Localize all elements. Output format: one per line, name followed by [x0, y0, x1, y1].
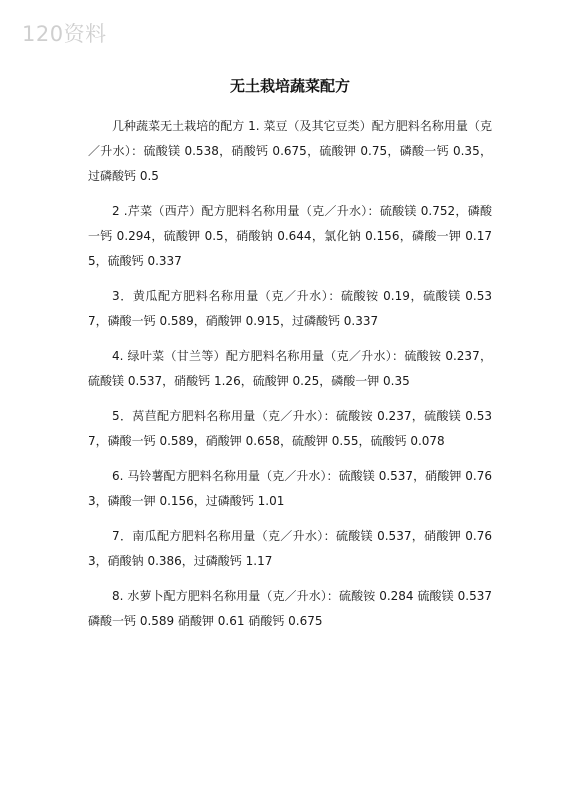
paragraph-leafy-greens: 4. 绿叶菜（甘兰等）配方肥料名称用量（克／升水）：硫酸铵 0.237，硫酸镁 0.537，硝酸钙 1.26，硫酸钾 0.25，磷酸一钾 0.35 [88, 349, 492, 388]
document-body [88, 76, 492, 644]
paragraph-pumpkin: 7．南瓜配方肥料名称用量（克／升水）：硫酸镁 0.537，硝酸钾 0.763，硝酸钠 0.386，过磷酸钙 1.17 [88, 529, 492, 568]
paragraph-intro-bean: 几种蔬菜无土栽培的配方 1. 菜豆（及其它豆类）配方肥料名称用量（克／升水）：硫酸镁 0.538，硝酸钙 0.675，硫酸钾 0.75，磷酸一钙 0.35，过磷酸钙 0.5 [88, 119, 492, 183]
paragraph-lettuce: 5．莴苣配方肥料名称用量（克／升水）：硫酸铵 0.237，硫酸镁 0.537，磷酸一钙 0.589，硝酸钾 0.658，硫酸钾 0.55，硫酸钙 0.078 [88, 409, 492, 448]
watermark: 120资料 [22, 22, 107, 46]
paragraph-celery: 2 .芹菜（西芹）配方肥料名称用量（克／升水）：硫酸镁 0.752，磷酸一钙 0.294，硫酸钾 0.5，硝酸钠 0.644，氯化钠 0.156，磷酸一钾 0.175，硫酸钙 0.337 [88, 204, 492, 268]
paragraph-potato: 6. 马铃薯配方肥料名称用量（克／升水）：硫酸镁 0.537，硝酸钾 0.763，磷酸一钾 0.156，过磷酸钙 1.01 [88, 469, 492, 508]
document-title: 无土栽培蔬菜配方 [229, 77, 350, 95]
paragraph-cucumber: 3．黄瓜配方肥料名称用量（克／升水）：硫酸铵 0.19，硫酸镁 0.537，磷酸一钙 0.589，硝酸钾 0.915，过磷酸钙 0.337 [88, 289, 492, 328]
paragraph-radish: 8. 水萝卜配方肥料名称用量（克／升水）：硫酸铵 0.284 硫酸镁 0.537 磷酸一钙 0.589 硝酸钾 0.61 硝酸钙 0.675 [88, 589, 492, 628]
